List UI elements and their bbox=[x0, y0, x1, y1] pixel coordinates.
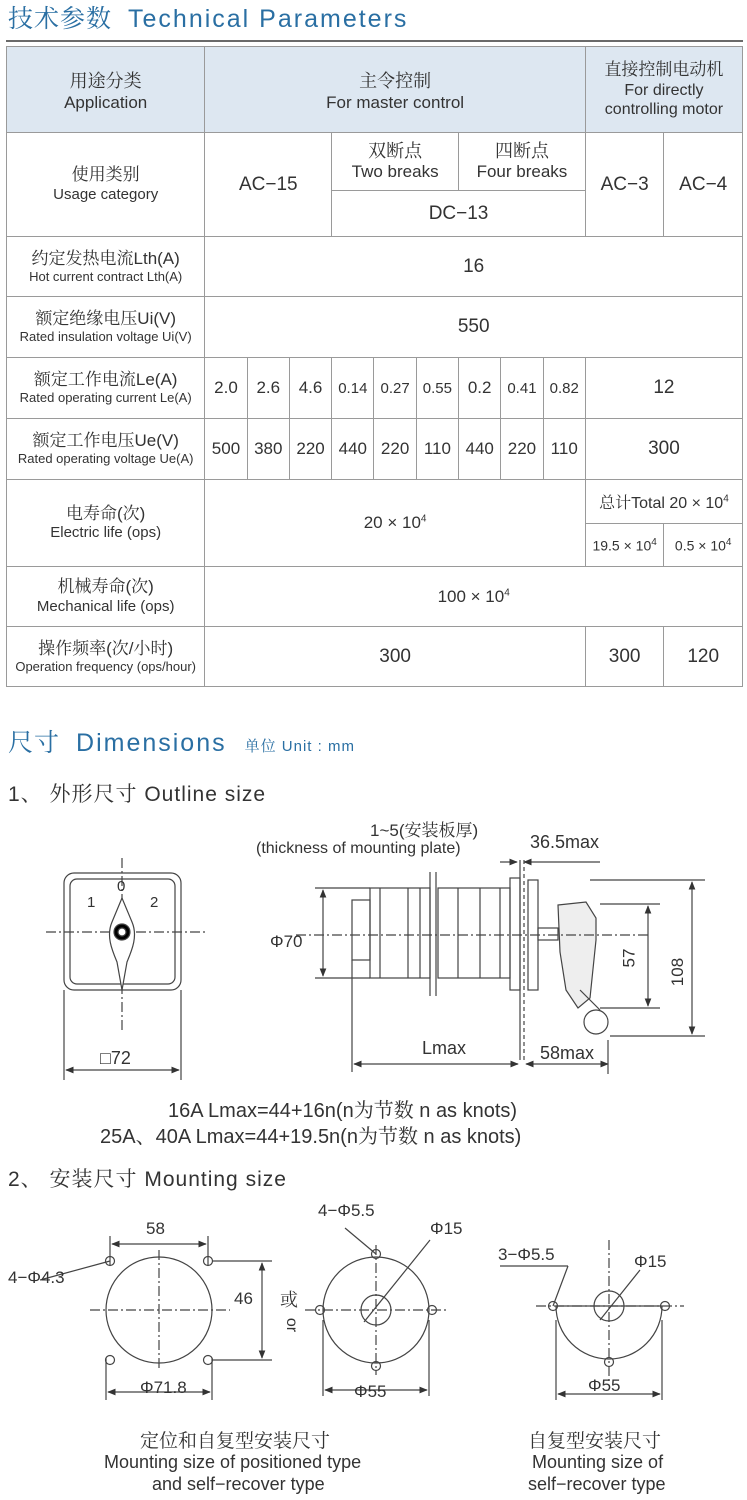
square-72-label: □72 bbox=[100, 1048, 131, 1068]
elife-ac3: $19.5 \times 10^4$ bbox=[585, 524, 664, 567]
le-value: 0.41 bbox=[501, 358, 543, 419]
phi70-label: Φ70 bbox=[270, 932, 303, 951]
le-label: 额定工作电流Le(A) Rated operating current Le(A) bbox=[7, 358, 205, 419]
outline-title: 1、 外形尺寸 Outline size bbox=[8, 783, 267, 806]
caption-1-en-1: Mounting size of positioned type bbox=[104, 1452, 362, 1472]
phi-55-label-2: Φ55 bbox=[588, 1376, 621, 1395]
phi-15-label: Φ15 bbox=[430, 1219, 463, 1238]
freq-label: 操作频率(次/小时) Operation frequency (ops/hour) bbox=[7, 627, 205, 687]
pos-1-label: 1 bbox=[87, 894, 96, 911]
pos-2-label: 2 bbox=[150, 894, 159, 911]
mount-title: 2、 安装尺寸 Mounting size bbox=[8, 1168, 287, 1191]
plate-thickness-zh: 1~5(安装板厚) bbox=[370, 821, 479, 840]
le-value: 0.55 bbox=[416, 358, 458, 419]
max-36-5-label: 36.5max bbox=[530, 832, 600, 852]
caption-1-zh: 定位和自复型安装尺寸 bbox=[140, 1431, 331, 1452]
or-zh-label: 或 bbox=[280, 1290, 298, 1310]
dimensions-unit: 单位 Unit : mm bbox=[244, 738, 355, 755]
hole-4-phi-4-3-label: 4−Φ4.3 bbox=[8, 1268, 65, 1287]
technical-title-zh: 技术参数 bbox=[8, 5, 113, 33]
elife-master: $20 \times 10^4$ bbox=[205, 480, 586, 567]
ue-value: 440 bbox=[332, 419, 374, 480]
mount-drawing-1 bbox=[40, 1236, 272, 1400]
or-en-label: or bbox=[283, 1317, 301, 1333]
le-value: 0.2 bbox=[459, 358, 501, 419]
phi-15-label-2: Φ15 bbox=[634, 1252, 667, 1271]
hole-3-phi-5-5-label: 3−Φ5.5 bbox=[498, 1245, 555, 1264]
lth-label: 约定发热电流Lth(A) Hot current contract Lth(A) bbox=[7, 237, 205, 297]
le-value: 0.82 bbox=[543, 358, 585, 419]
mlife-label: 机械寿命(次) Mechanical life (ops) bbox=[7, 567, 205, 627]
ue-value: 220 bbox=[289, 419, 331, 480]
formula-25a-40a: 25A、40A Lmax=44+19.5n(n为节数 n as knots) bbox=[100, 1126, 522, 1148]
freq-master: 300 bbox=[205, 627, 586, 687]
dim-108-label: 108 bbox=[668, 957, 688, 987]
le-value: 0.14 bbox=[332, 358, 374, 419]
dimensions-title-en: Dimensions bbox=[76, 729, 227, 757]
usage-dc13: DC−13 bbox=[332, 191, 586, 237]
phi-55-label: Φ55 bbox=[354, 1382, 387, 1401]
header-application: 用途分类 Application bbox=[7, 47, 205, 133]
dimensions-title-zh: 尺寸 bbox=[8, 729, 61, 757]
pos-0-label: 0 bbox=[117, 878, 126, 895]
usage-four-breaks: 四断点 Four breaks bbox=[459, 133, 586, 191]
max-58-label: 58max bbox=[540, 1043, 595, 1063]
le-motor: 12 bbox=[585, 358, 742, 419]
le-value: 2.0 bbox=[205, 358, 247, 419]
formula-16a: 16A Lmax=44+16n(n为节数 n as knots) bbox=[168, 1100, 518, 1122]
dim-46-label: 46 bbox=[234, 1289, 253, 1308]
freq-ac3: 300 bbox=[585, 627, 664, 687]
ue-motor: 300 bbox=[585, 419, 742, 480]
le-value: 0.27 bbox=[374, 358, 416, 419]
elife-label: 电寿命(次) Electric life (ops) bbox=[7, 480, 205, 567]
hole-4-phi-5-5-label: 4−Φ5.5 bbox=[318, 1201, 375, 1220]
usage-two-breaks: 双断点 Two breaks bbox=[332, 133, 459, 191]
header-motor: 直接控制电动机 For directly controlling motor bbox=[585, 47, 742, 133]
lmax-label: Lmax bbox=[422, 1038, 467, 1058]
le-value: 2.6 bbox=[247, 358, 289, 419]
plate-thickness-en: (thickness of mounting plate) bbox=[256, 840, 461, 857]
freq-ac4: 120 bbox=[664, 627, 743, 687]
usage-ac3: AC−3 bbox=[585, 133, 664, 237]
lth-value: 16 bbox=[205, 237, 743, 297]
front-view bbox=[46, 858, 208, 1080]
elife-ac4: $0.5 \times 10^4$ bbox=[664, 524, 743, 567]
ue-value: 220 bbox=[501, 419, 543, 480]
caption-2-zh: 自复型安装尺寸 bbox=[528, 1431, 662, 1452]
ue-value: 440 bbox=[459, 419, 501, 480]
usage-ac15: AC−15 bbox=[205, 133, 332, 237]
ui-label: 额定绝缘电压Ui(V) Rated insulation voltage Ui(V) bbox=[7, 297, 205, 358]
ue-value: 380 bbox=[247, 419, 289, 480]
mlife-value: $100 \times 10^4$ bbox=[205, 567, 743, 627]
usage-ac4: AC−4 bbox=[664, 133, 743, 237]
dim-57-label: 57 bbox=[619, 948, 639, 968]
caption-1-en-2: and self−recover type bbox=[152, 1474, 325, 1494]
caption-2-en-2: self−recover type bbox=[528, 1474, 666, 1494]
ue-label: 额定工作电压Ue(V) Rated operating voltage Ue(A) bbox=[7, 419, 205, 480]
header-master: 主令控制 For master control bbox=[205, 47, 586, 133]
mount-drawing-2 bbox=[305, 1228, 447, 1396]
dim-58-label: 58 bbox=[146, 1219, 165, 1238]
side-view bbox=[296, 860, 705, 1074]
ue-value: 500 bbox=[205, 419, 247, 480]
ue-value: 110 bbox=[416, 419, 458, 480]
ue-value: 220 bbox=[374, 419, 416, 480]
usage-label: 使用类别 Usage category bbox=[7, 133, 205, 237]
ui-value: 550 bbox=[205, 297, 743, 358]
caption-2-en-1: Mounting size of bbox=[532, 1452, 664, 1472]
ue-value: 110 bbox=[543, 419, 585, 480]
elife-total: 总计Total $20 \times 10^4$ bbox=[585, 480, 742, 524]
technical-title-en: Technical Parameters bbox=[128, 5, 409, 33]
le-value: 4.6 bbox=[289, 358, 331, 419]
phi-71-8-label: Φ71.8 bbox=[140, 1378, 187, 1397]
